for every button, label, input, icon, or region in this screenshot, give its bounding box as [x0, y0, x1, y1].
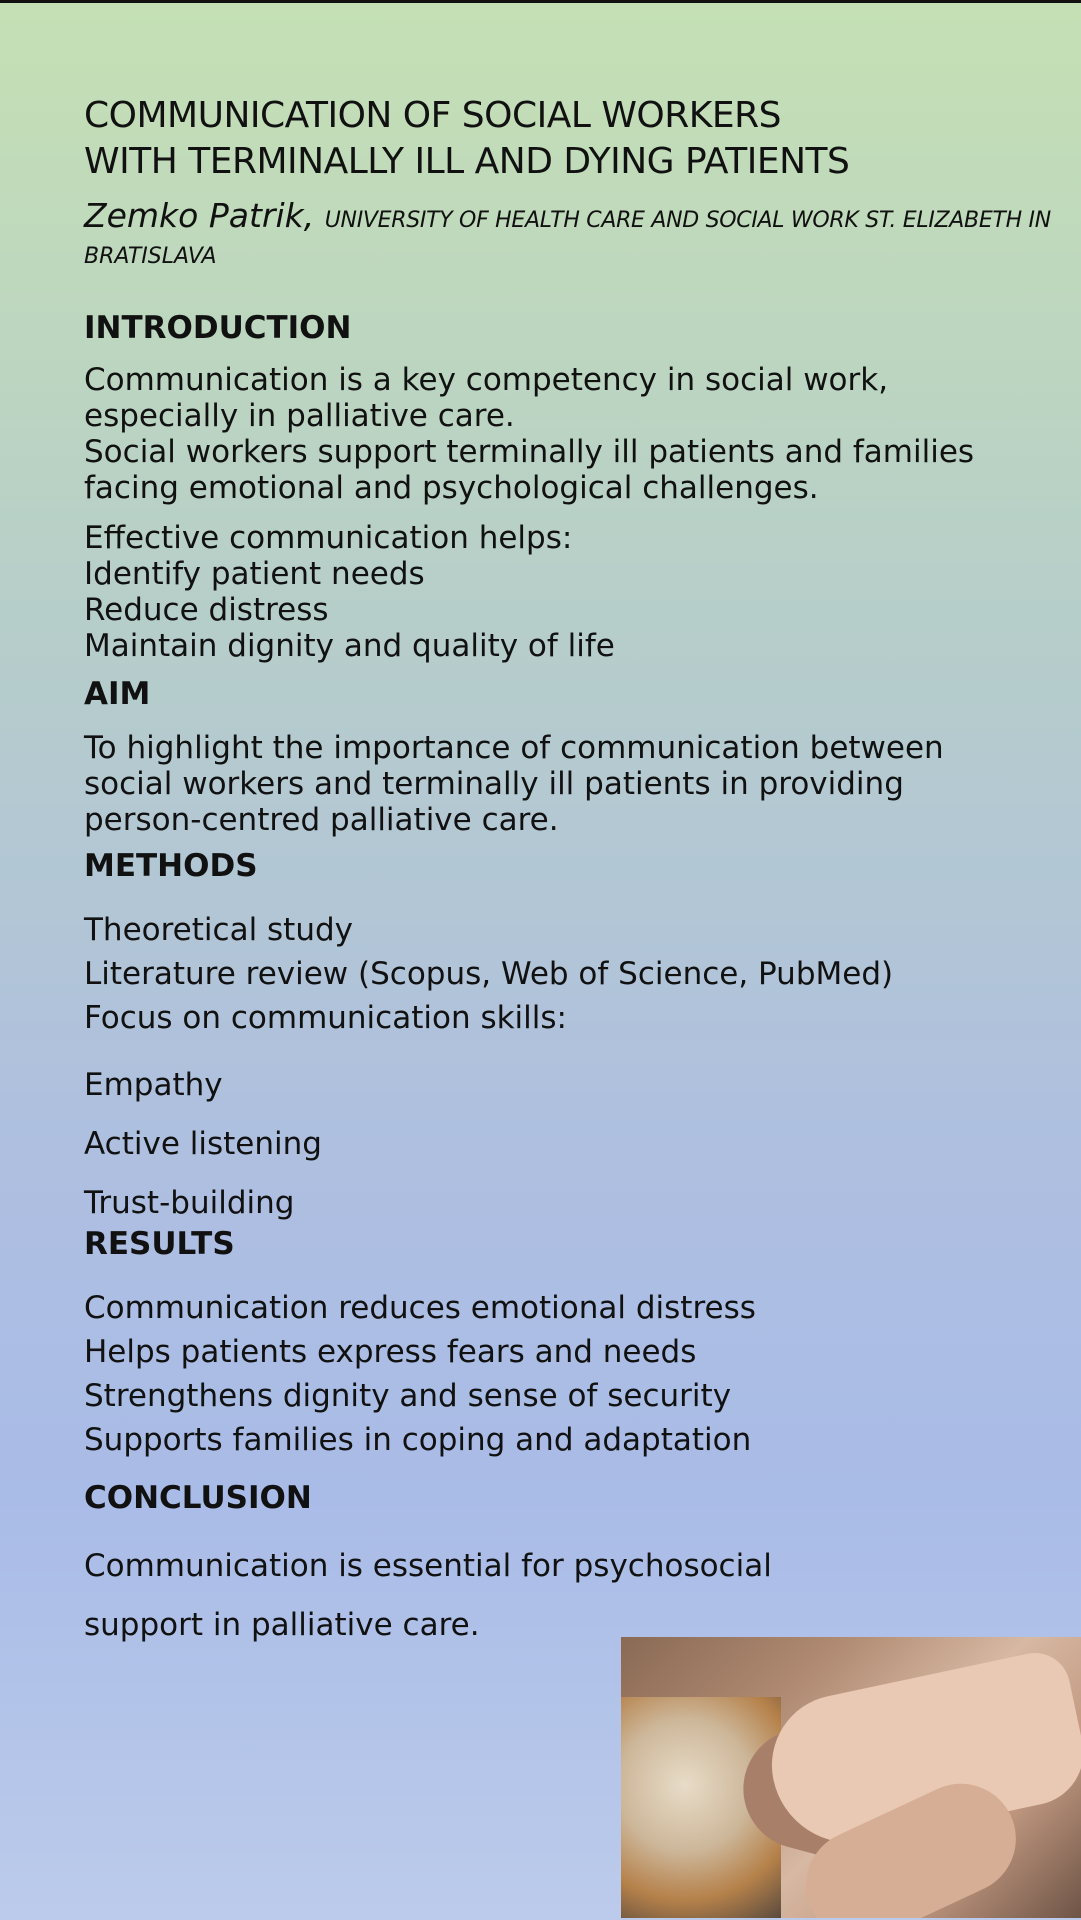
- skill-item: Trust-building: [84, 1185, 295, 1221]
- intro-line: facing emotional and psychological challenges.: [84, 470, 819, 506]
- aim-line: person-centred palliative care.: [84, 802, 559, 838]
- results-item: Helps patients express fears and needs: [84, 1334, 697, 1370]
- skill-item: Active listening: [84, 1126, 322, 1162]
- poster-title: [84, 93, 849, 185]
- author-name: Zemko Patrik,: [84, 196, 315, 235]
- results-item: Supports families in coping and adaptation: [84, 1422, 752, 1458]
- aim-paragraph: [84, 730, 944, 838]
- results-item: Communication reduces emotional distress: [84, 1290, 756, 1326]
- author-affiliation-cont: BRATISLAVA: [84, 244, 217, 269]
- conclusion-line: support in palliative care.: [84, 1607, 480, 1643]
- aim-line: To highlight the importance of communication between: [84, 730, 944, 766]
- aim-heading: AIM: [84, 676, 151, 712]
- conclusion-heading: CONCLUSION: [84, 1480, 312, 1516]
- methods-heading: METHODS: [84, 848, 258, 884]
- introduction-heading: INTRODUCTION: [84, 310, 352, 346]
- title-line-1: COMMUNICATION OF SOCIAL WORKERS: [84, 95, 781, 136]
- intro-line: Social workers support terminally ill patients and families: [84, 434, 975, 470]
- results-list: [84, 1286, 756, 1462]
- intro-line: Effective communication helps:: [84, 520, 573, 556]
- author-affiliation: UNIVERSITY OF HEALTH CARE AND SOCIAL WORK ST. ELIZABETH IN: [324, 208, 1051, 233]
- methods-item: Literature review (Scopus, Web of Science, PubMed): [84, 956, 894, 992]
- skill-item: Empathy: [84, 1067, 223, 1103]
- holding-hands-photo: [621, 1637, 1081, 1918]
- intro-line: Communication is a key competency in social work,: [84, 362, 889, 398]
- introduction-paragraph-2: [84, 520, 615, 664]
- intro-line: Maintain dignity and quality of life: [84, 628, 615, 664]
- intro-line: Identify patient needs: [84, 556, 425, 592]
- methods-list: [84, 908, 893, 1040]
- aim-line: social workers and terminally ill patients in providing: [84, 766, 904, 802]
- author-line: [84, 196, 1051, 235]
- title-line-2: WITH TERMINALLY ILL AND DYING PATIENTS: [84, 141, 850, 182]
- methods-item: Focus on communication skills:: [84, 1000, 567, 1036]
- intro-line: especially in palliative care.: [84, 398, 515, 434]
- top-border-line: [0, 0, 1081, 3]
- methods-skills-list: [84, 1056, 322, 1233]
- methods-item: Theoretical study: [84, 912, 354, 948]
- conclusion-line: Communication is essential for psychosocial: [84, 1548, 772, 1584]
- results-heading: RESULTS: [84, 1226, 235, 1262]
- introduction-paragraph-1: [84, 362, 974, 506]
- intro-line: Reduce distress: [84, 592, 329, 628]
- results-item: Strengthens dignity and sense of security: [84, 1378, 732, 1414]
